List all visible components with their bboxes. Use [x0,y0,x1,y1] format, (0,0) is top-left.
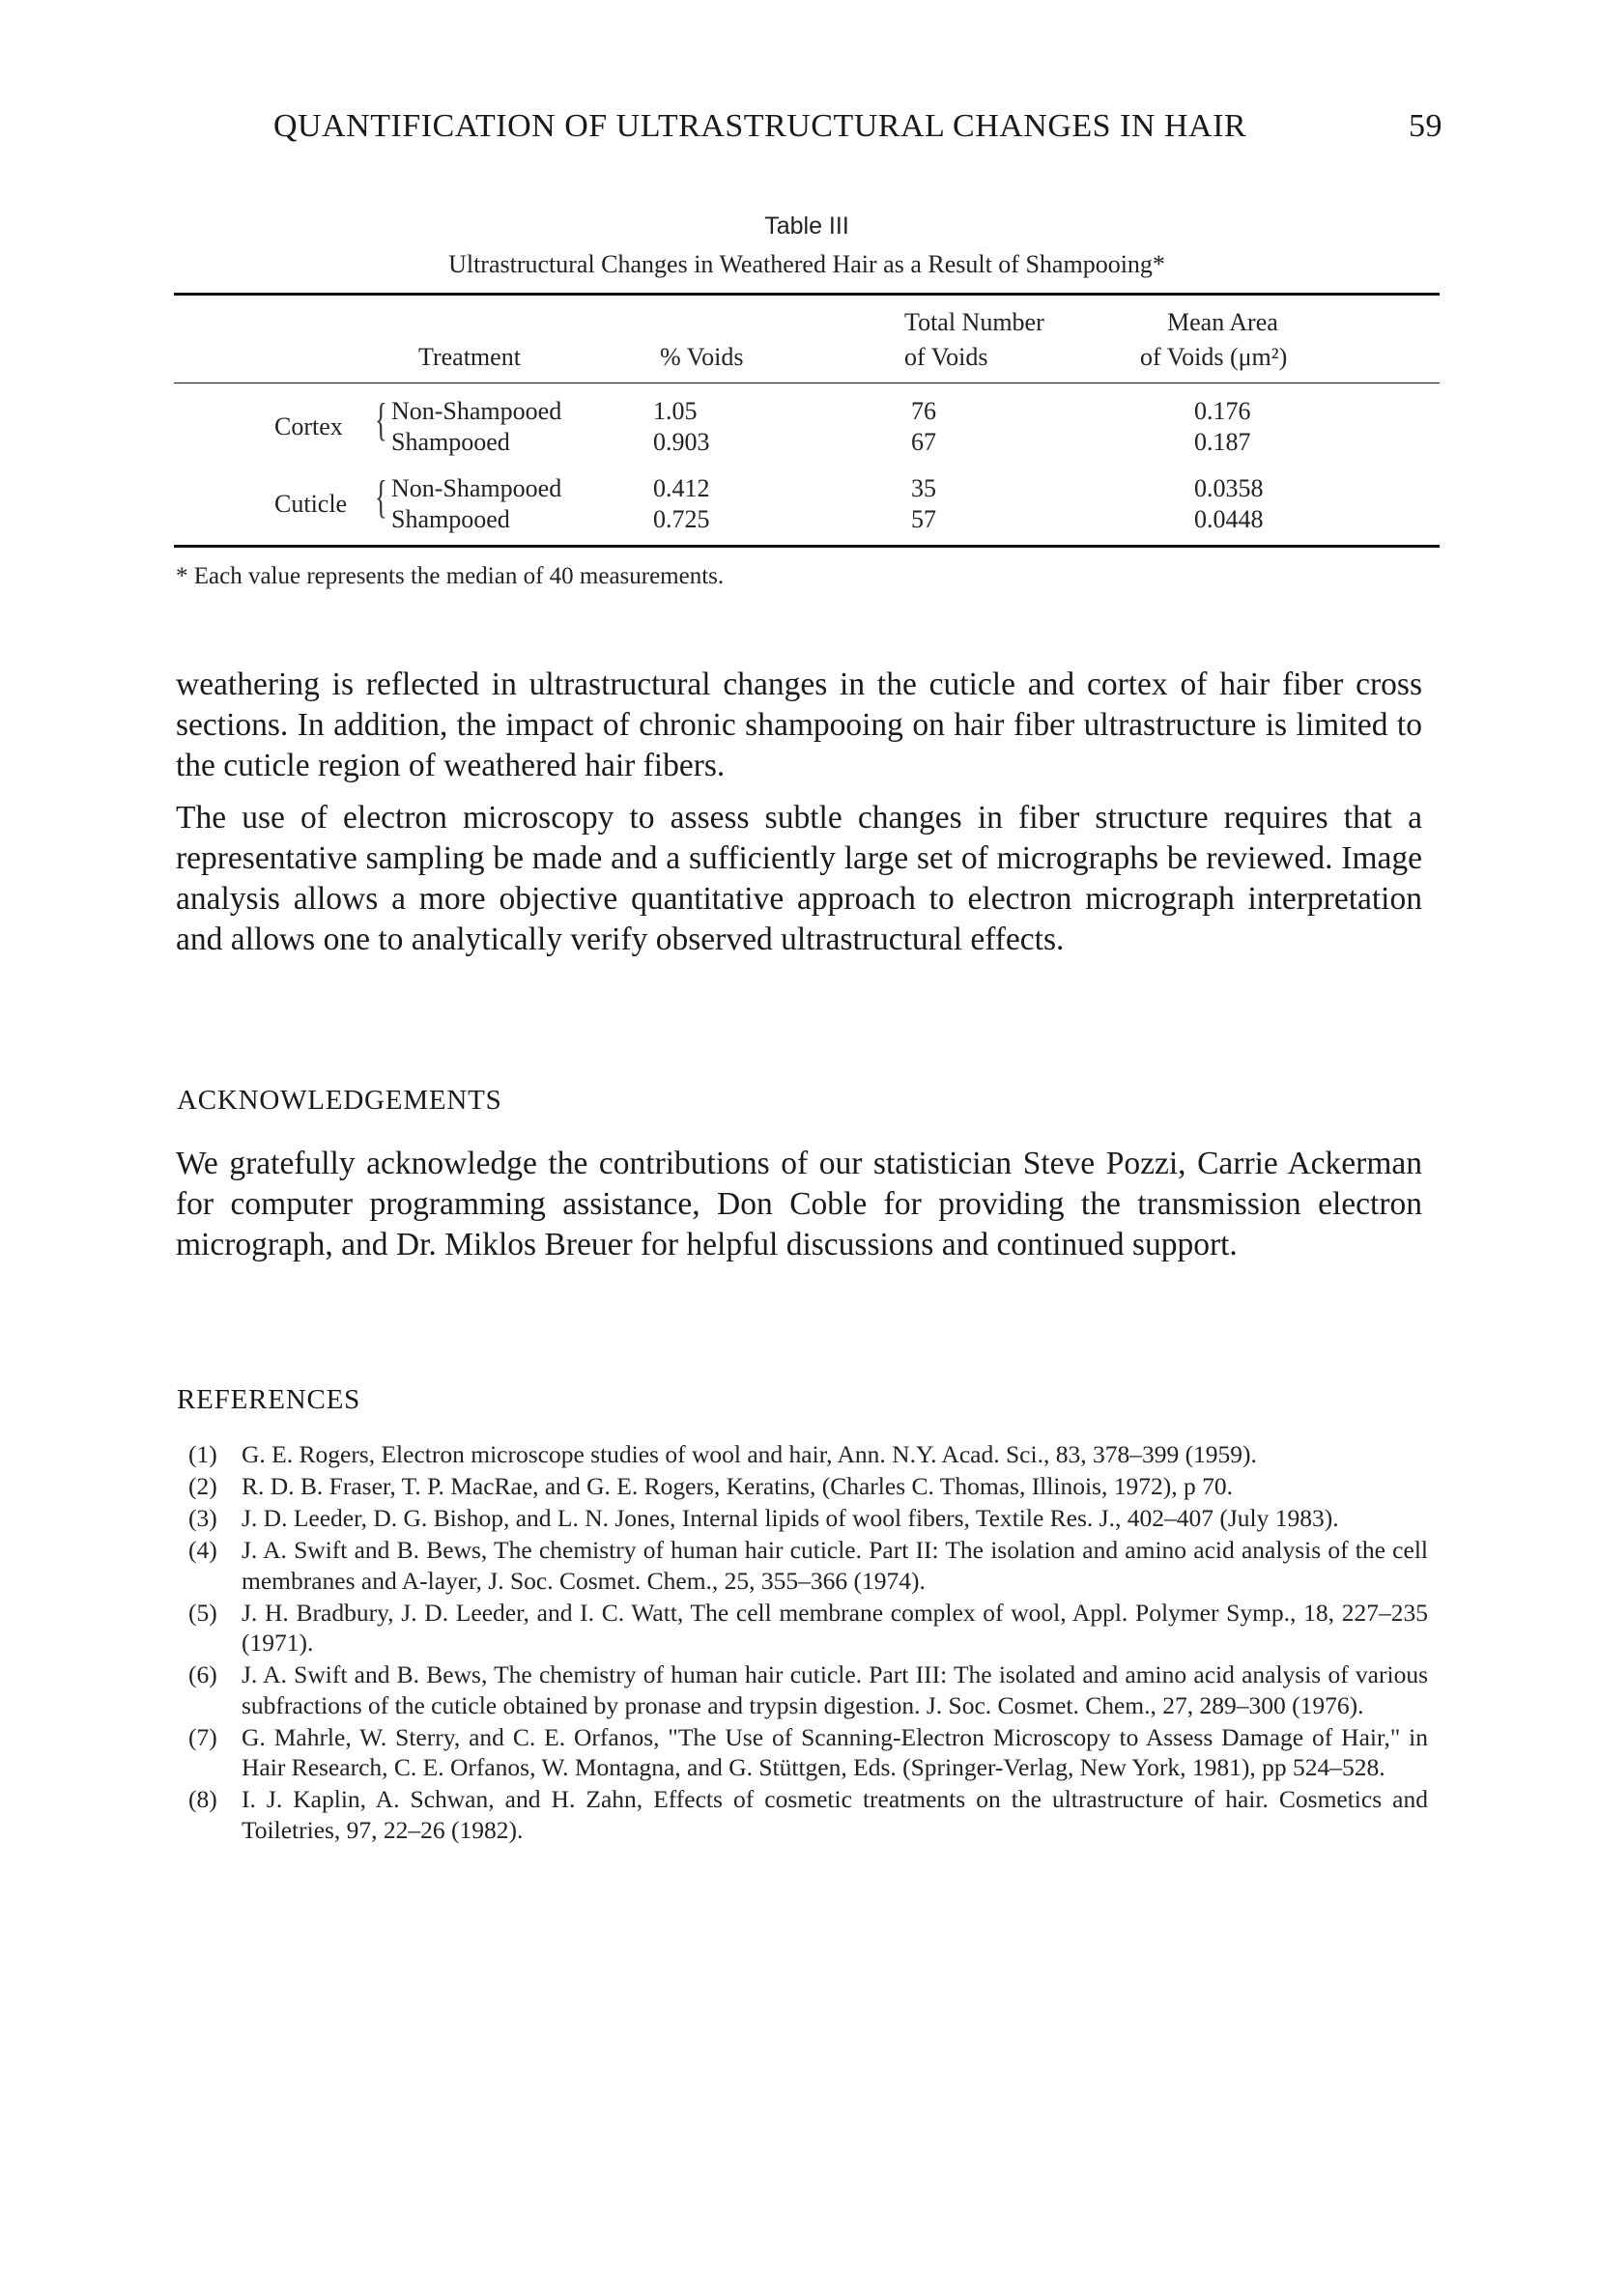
reference-number: (8) [188,1785,217,1813]
table-cell-treatment: Non-Shampooed [391,397,562,425]
reference-item [188,1722,1428,1783]
reference-text: R. D. B. Fraser, T. P. MacRae, and G. E. Rogers, Keratins, (Charles C. Thomas, Illinois, 1972), p 70. [242,1472,1233,1500]
table-cell-total: 57 [911,505,936,533]
references-heading: REFERENCES [177,1384,361,1415]
table-subtitle: Ultrastructural Changes in Weathered Hair as a Result of Shampooing* [448,250,1165,278]
brace-icon: { [375,471,387,523]
reference-item [188,1439,1428,1470]
table-cell-total: 76 [911,397,936,425]
reference-number: (6) [188,1660,217,1688]
reference-number: (7) [188,1722,217,1751]
reference-text: J. D. Leeder, D. G. Bishop, and L. N. Jones, Internal lipids of wool fibers, Textile Res. J., 402–407 (July 1983). [242,1504,1339,1532]
reference-number: (5) [188,1598,217,1627]
reference-text: I. J. Kaplin, A. Schwan, and H. Zahn, Effects of cosmetic treatments on the ultrastructure of hair. Cosmetics and Toiletries, 97, 22–26 (1982). [242,1785,1428,1844]
col-header-total-2: of Voids [904,343,988,371]
reference-number: (3) [188,1504,217,1532]
reference-item [188,1471,1428,1502]
reference-item [188,1659,1428,1720]
paragraph: We gratefully acknowledge the contributions of our statistician Steve Pozzi, Carrie Ackerman for computer programming assistance, Don Coble for providing the transmission electron micrograph, and Dr. Miklos Breuer for helpful discussions and continued support. [176,1146,1422,1262]
group-label-cuticle: Cuticle [274,490,348,518]
col-header-voids-pct: % Voids [660,343,744,371]
table-cell-voids: 0.725 [653,505,710,533]
paragraph: weathering is reflected in ultrastructural changes in the cuticle and cortex of hair fiber cross sections. In addition, the impact of chronic shampooing on hair fiber ultrastructure is limited to the cuticle region of weathered hair fibers. [176,666,1422,783]
reference-text: G. E. Rogers, Electron microscope studies of wool and hair, Ann. N.Y. Acad. Sci., 83, 378–399 (1959). [242,1440,1257,1468]
group-label-cortex: Cortex [274,412,343,440]
reference-text: J. H. Bradbury, J. D. Leeder, and I. C. Watt, The cell membrane complex of wool, Appl. Polymer Symp., 18, 227–235 (1971). [242,1598,1428,1657]
references-list [188,1439,1428,1847]
table-iii [174,213,1440,590]
table-header [174,296,1440,383]
reference-item [188,1503,1428,1534]
reference-number: (2) [188,1472,217,1500]
col-header-area-1: Mean Area [1167,308,1278,336]
acknowledgements-text [176,1144,1422,1265]
reference-item [188,1535,1428,1596]
table-caption: Table III [764,213,849,240]
table-cell-voids: 1.05 [653,397,698,425]
reference-text: J. A. Swift and B. Bews, The chemistry of human hair cuticle. Part II: The isolation and amino acid analysis of the cell membranes and A-layer, J. Soc. Cosmet. Chem., 25, 355–366 (1974). [242,1536,1428,1595]
table-cell-treatment: Non-Shampooed [391,474,562,502]
reference-item [188,1598,1428,1658]
table-footnote: * Each value represents the median of 40 measurements. [176,563,725,589]
reference-number: (4) [188,1536,217,1564]
col-header-area-2: of Voids (μm²) [1140,343,1288,371]
reference-text: J. A. Swift and B. Bews, The chemistry of human hair cuticle. Part III: The isolated and amino acid analysis of various subfractions of the cuticle obtained by pronase and trypsin digestion. J. Soc. Cosmet. Chem., 27, 289–300 (1976). [242,1660,1428,1719]
table-cell-total: 35 [911,474,936,502]
running-title: QUANTIFICATION OF ULTRASTRUCTURAL CHANGES IN HAIR [273,108,1247,144]
body-paragraphs [176,665,1422,960]
table-cell-treatment: Shampooed [391,505,510,533]
running-head [273,108,1442,156]
table-cell-area: 0.0448 [1194,505,1264,533]
table-cell-area: 0.176 [1194,397,1251,425]
col-header-total-1: Total Number [904,308,1044,336]
table-cell-area: 0.0358 [1194,474,1264,502]
table-cell-treatment: Shampooed [391,428,510,456]
acknowledgements-heading: ACKNOWLEDGEMENTS [177,1085,502,1116]
table-body [174,383,1440,545]
col-header-treatment: Treatment [418,343,521,371]
brace-icon: { [375,394,387,445]
reference-text: G. Mahrle, W. Sterry, and C. E. Orfanos, "The Use of Scanning-Electron Microscopy to Assess Damage of Hair," in Hair Research, C. E. Orfanos, W. Montagna, and G. Stüttgen, Eds. (Springer-Verlag, New York, 1981), pp 524–528. [242,1722,1428,1781]
reference-item [188,1784,1428,1845]
paragraph: The use of electron microscopy to assess subtle changes in fiber structure requires that a representative sampling be made and a sufficiently large set of micrographs be reviewed. Image analysis allows a more objective quantitative approach to electron micrograph interpretation and allows one to analytically verify observed ultrastructural effects. [176,800,1422,957]
table-cell-voids: 0.412 [653,474,710,502]
table-cell-voids: 0.903 [653,428,710,456]
table-cell-area: 0.187 [1194,428,1251,456]
table-cell-total: 67 [911,428,936,456]
page-number: 59 [1409,108,1442,144]
table-bottom-rule [174,545,1440,548]
reference-number: (1) [188,1440,217,1468]
